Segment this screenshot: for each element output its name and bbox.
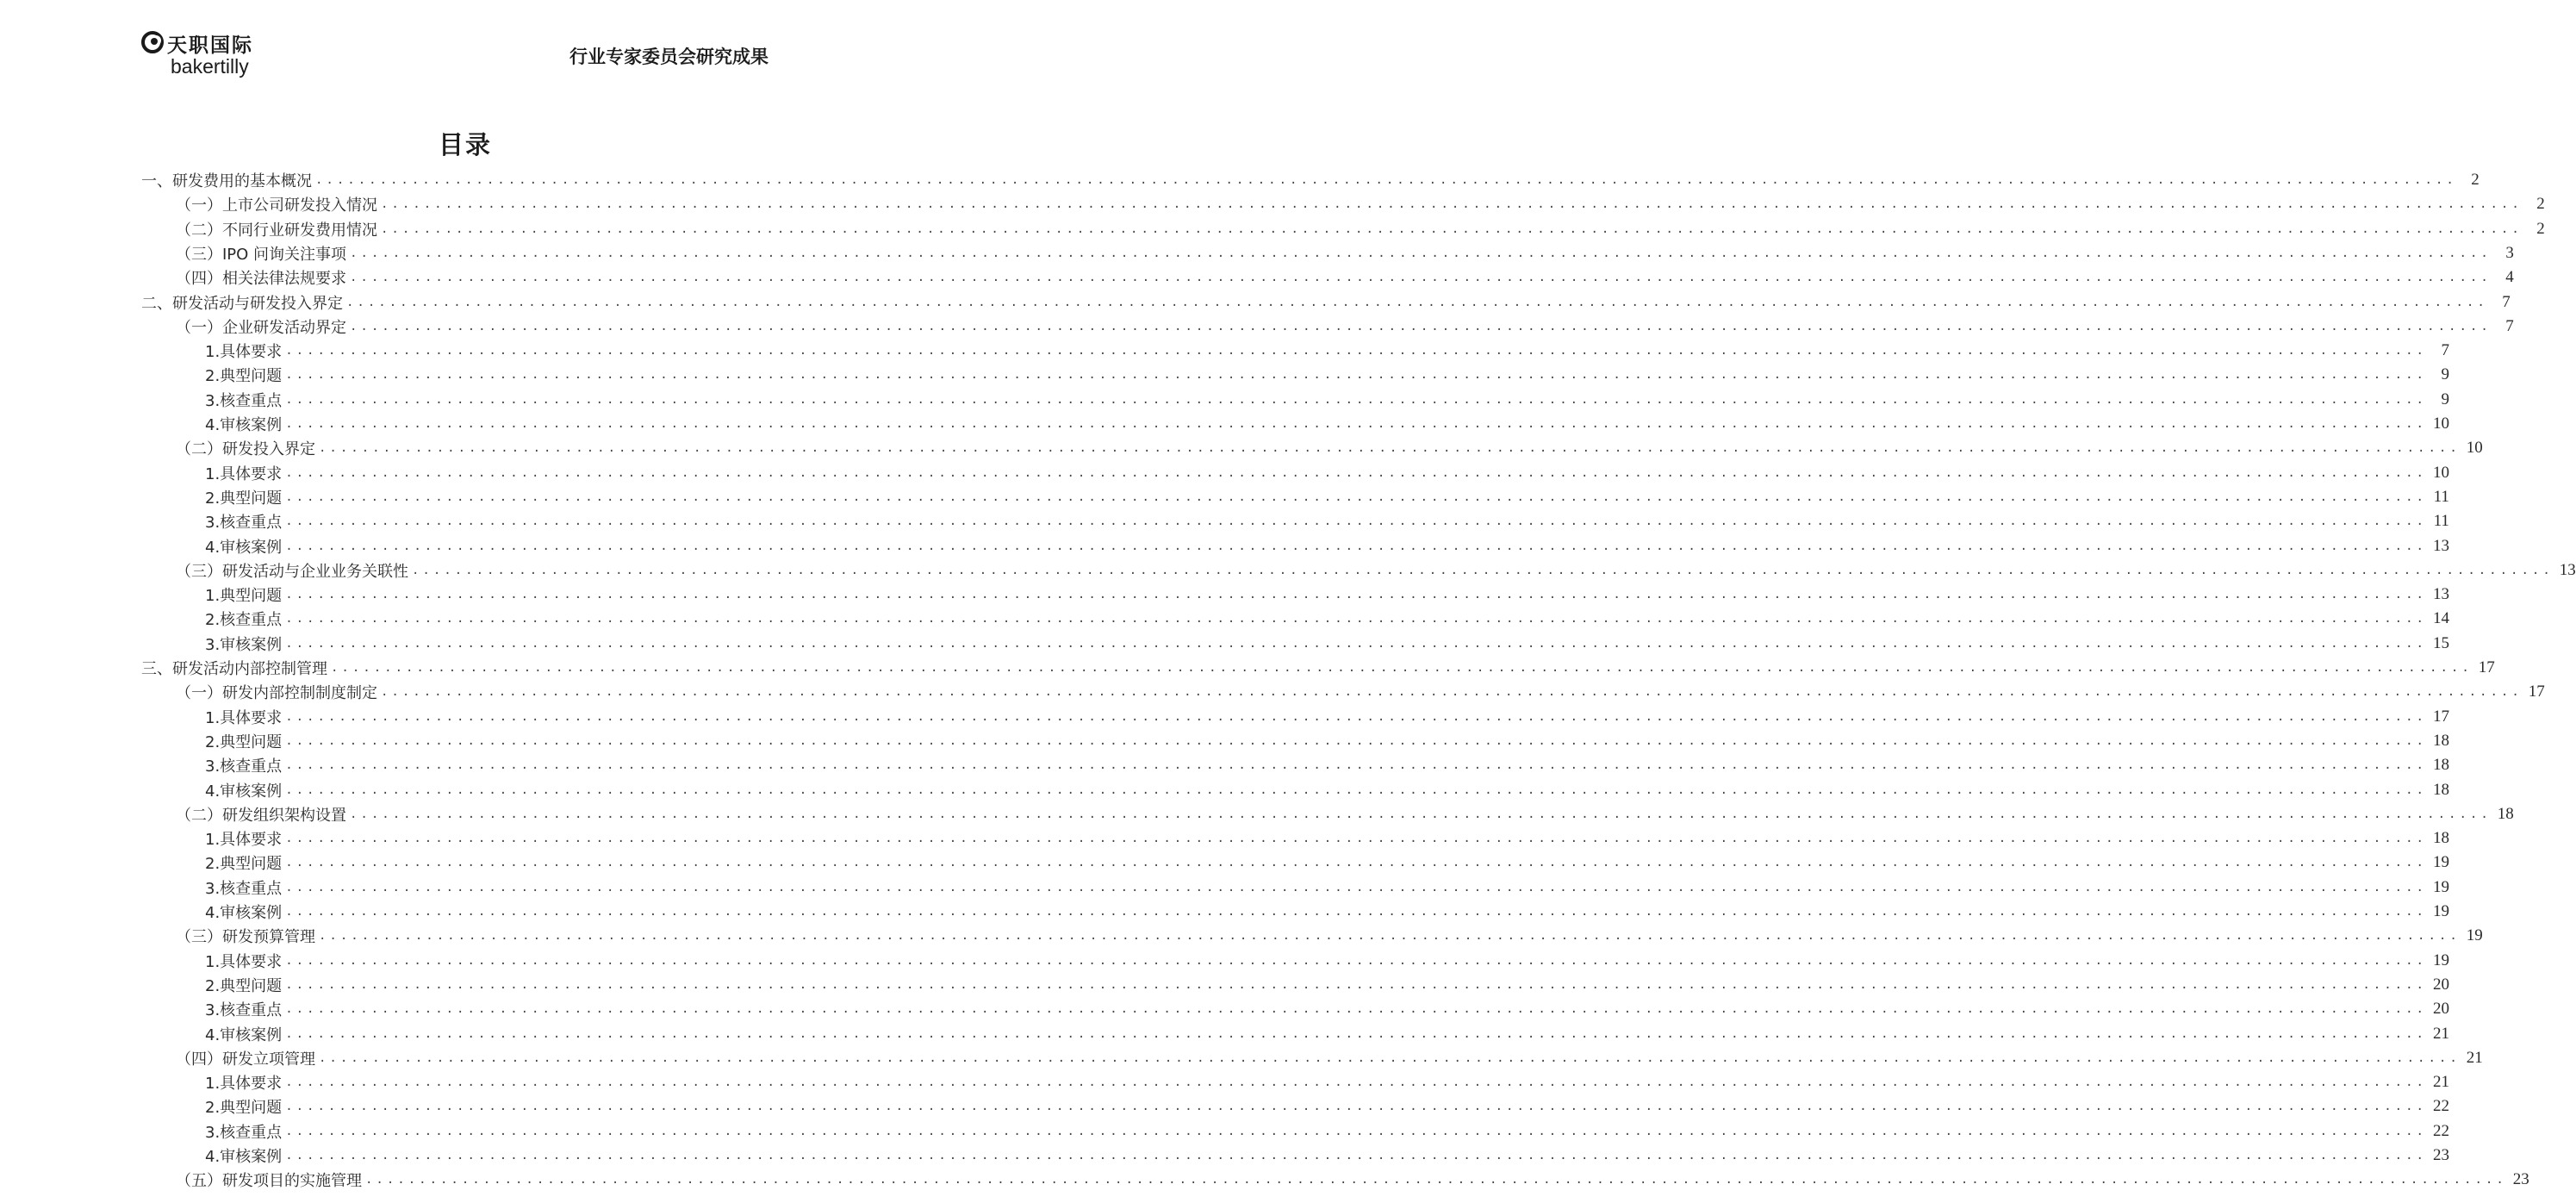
toc-entry[interactable] <box>205 1094 2449 1119</box>
toc-dot-leader: ........................................................................................................................................................................................................ <box>350 246 2492 260</box>
toc-entry[interactable] <box>176 1168 2529 1192</box>
toc-entry[interactable] <box>205 534 2449 558</box>
toc-entry[interactable] <box>176 924 2483 948</box>
toc-entry[interactable] <box>205 997 2449 1021</box>
toc-page-number: 7 <box>2441 341 2449 360</box>
logo-english-text: bakertilly <box>171 55 249 78</box>
toc-entry[interactable] <box>205 607 2449 631</box>
toc-dot-leader: ........................................................................................................................................................................................................ <box>285 514 2427 529</box>
toc-entry[interactable] <box>205 973 2449 997</box>
toc-dot-leader: ........................................................................................................................................................................................................ <box>331 661 2473 675</box>
toc-entry[interactable] <box>176 217 2545 241</box>
toc-entry[interactable] <box>176 558 2576 583</box>
toc-dot-leader: ........................................................................................................................................................................................................ <box>285 489 2427 504</box>
toc-dot-leader: ........................................................................................................................................................................................................ <box>381 221 2523 236</box>
toc-dot-leader: ........................................................................................................................................................................................................ <box>285 880 2427 894</box>
toc-page-number: 18 <box>2432 829 2449 848</box>
toc-dot-leader: ........................................................................................................................................................................................................ <box>285 1149 2427 1162</box>
toc-page-number: 9 <box>2441 365 2449 384</box>
toc-entry[interactable] <box>205 1070 2449 1094</box>
toc-page-number: 23 <box>2512 1170 2529 1189</box>
toc-entry-title: 二、研发活动与研发投入界定 <box>141 294 343 313</box>
toc-page-number: 11 <box>2433 487 2449 506</box>
toc-entry[interactable] <box>205 851 2449 875</box>
toc-entry-title: 三、研发活动内部控制管理 <box>141 660 327 678</box>
toc-page-number: 23 <box>2432 1146 2449 1164</box>
toc-page-number: 13 <box>2432 585 2449 604</box>
toc-entry[interactable] <box>176 1046 2483 1070</box>
toc-entry[interactable] <box>141 290 2511 315</box>
toc-entry-title: 4.审核案例 <box>205 1148 283 1166</box>
toc-entry-title: 3.核查重点 <box>205 1001 283 1020</box>
toc-dot-leader: ........................................................................................................................................................................................................ <box>285 905 2427 919</box>
toc-entry[interactable] <box>205 1144 2449 1168</box>
toc-entry-title: 3.核查重点 <box>205 391 283 410</box>
toc-entry-title: （三）IPO 问询关注事项 <box>176 245 347 264</box>
toc-page-number: 4 <box>2505 268 2514 287</box>
toc-dot-leader: ........................................................................................................................................................................................................ <box>285 758 2427 773</box>
toc-dot-leader: ........................................................................................................................................................................................................ <box>285 832 2427 846</box>
toc-dot-leader: ........................................................................................................................................................................................................ <box>350 271 2492 285</box>
toc-entry[interactable] <box>205 1022 2449 1046</box>
toc-entry[interactable] <box>205 509 2449 533</box>
toc-entry[interactable] <box>205 485 2449 509</box>
toc-dot-leader: ........................................................................................................................................................................................................ <box>319 441 2461 456</box>
toc-dot-leader: ........................................................................................................................................................................................................ <box>285 636 2427 651</box>
toc-entry-title: 3.核查重点 <box>205 514 283 533</box>
toc-page-number: 17 <box>2528 683 2545 701</box>
toc-entry-title: （一）上市公司研发投入情况 <box>176 196 377 215</box>
toc-dot-leader: ........................................................................................................................................................................................................ <box>319 1050 2461 1065</box>
toc-dot-leader: ........................................................................................................................................................................................................ <box>285 1075 2427 1090</box>
toc-entry-title: 2.核查重点 <box>205 611 283 630</box>
toc-dot-leader: ........................................................................................................................................................................................................ <box>319 929 2461 944</box>
toc-entry-title: 3.核查重点 <box>205 879 283 898</box>
toc-dot-leader: ........................................................................................................................................................................................................ <box>285 782 2427 797</box>
toc-entry-title: 1.具体要求 <box>205 343 283 362</box>
toc-entry[interactable] <box>205 412 2449 436</box>
toc-entry-title: 1.具体要求 <box>205 464 283 483</box>
toc-page-number: 22 <box>2432 1121 2449 1140</box>
toc-entry[interactable] <box>205 778 2449 802</box>
toc-page-number: 21 <box>2466 1048 2483 1067</box>
toc-entry[interactable] <box>205 826 2449 851</box>
toc-entry-title: 3.审核案例 <box>205 635 283 654</box>
toc-dot-leader: ........................................................................................................................................................................................................ <box>285 344 2427 358</box>
toc-entry-title: （一）企业研发活动界定 <box>176 318 346 337</box>
toc-dot-leader: ........................................................................................................................................................................................................ <box>285 709 2427 724</box>
toc-page-number: 2 <box>2471 171 2480 189</box>
toc-entry[interactable] <box>141 656 2495 680</box>
toc-page-number: 21 <box>2432 1073 2449 1092</box>
toc-page-number: 18 <box>2432 780 2449 799</box>
toc-entry[interactable] <box>176 192 2545 216</box>
toc-page-number: 19 <box>2432 853 2449 872</box>
toc-entry[interactable] <box>205 1119 2449 1144</box>
toc-entry[interactable] <box>141 168 2480 192</box>
toc-entry-title: 1.具体要求 <box>205 831 283 850</box>
toc-dot-leader: ........................................................................................................................................................................................................ <box>285 1002 2427 1017</box>
toc-entry[interactable] <box>205 363 2449 387</box>
toc-dot-leader: ........................................................................................................................................................................................................ <box>381 685 2523 700</box>
toc-page-number: 11 <box>2433 512 2449 531</box>
page-header <box>0 0 930 95</box>
toc-entry-title: 3.核查重点 <box>205 1123 283 1142</box>
toc-entry-title: 4.审核案例 <box>205 782 283 801</box>
toc-entry-title: 2.典型问题 <box>205 367 283 386</box>
toc-entry[interactable] <box>205 729 2449 753</box>
toc-dot-leader: ........................................................................................................................................................................................................ <box>365 1173 2507 1187</box>
toc-dot-leader: ........................................................................................................................................................................................................ <box>285 1124 2427 1138</box>
toc-entry-title: 1.典型问题 <box>205 587 283 606</box>
toc-page-number: 20 <box>2432 1000 2449 1019</box>
toc-dot-leader: ........................................................................................................................................................................................................ <box>285 856 2427 870</box>
toc-entry-title: 1.具体要求 <box>205 708 283 727</box>
toc-page-number: 2 <box>2536 219 2545 238</box>
toc-page-number: 10 <box>2466 439 2483 458</box>
toc-page-number: 3 <box>2505 243 2514 262</box>
toc-page-number: 18 <box>2432 756 2449 775</box>
toc-entry-title: 2.典型问题 <box>205 732 283 751</box>
toc-entry[interactable] <box>176 241 2514 265</box>
toc-page-number: 13 <box>2559 560 2576 579</box>
toc-dot-leader: ........................................................................................................................................................................................................ <box>346 295 2488 309</box>
toc-entry[interactable] <box>205 339 2449 363</box>
toc-dot-leader: ........................................................................................................................................................................................................ <box>285 368 2427 383</box>
toc-page-number: 17 <box>2432 707 2449 726</box>
toc-entry[interactable] <box>205 753 2449 777</box>
toc-entry-title: 2.典型问题 <box>205 976 283 995</box>
toc-dot-leader: ........................................................................................................................................................................................................ <box>285 953 2427 968</box>
toc-entry[interactable] <box>176 436 2483 460</box>
toc-dot-leader: ........................................................................................................................................................................................................ <box>315 173 2457 187</box>
toc-entry-title: 2.典型问题 <box>205 1099 283 1118</box>
toc-entry[interactable] <box>205 632 2449 656</box>
toc-dot-leader: ........................................................................................................................................................................................................ <box>285 1026 2427 1041</box>
toc-entry-title: （三）研发活动与企业业务关联性 <box>176 562 408 581</box>
toc-entry-title: 1.具体要求 <box>205 952 283 971</box>
toc-page-number: 9 <box>2441 390 2449 408</box>
toc-dot-leader: ........................................................................................................................................................................................................ <box>285 612 2427 626</box>
toc-page-number: 7 <box>2502 292 2511 311</box>
toc-entry-title: （四）研发立项管理 <box>176 1050 315 1069</box>
toc-entry-title: 2.典型问题 <box>205 489 283 508</box>
toc-entry-title: 4.审核案例 <box>205 904 283 922</box>
toc-page-number: 18 <box>2432 731 2449 750</box>
toc-entry-title: 4.审核案例 <box>205 538 283 557</box>
toc-entry[interactable] <box>205 876 2449 900</box>
company-logo <box>141 29 271 81</box>
toc-entry-title: 1.具体要求 <box>205 1075 283 1094</box>
toc-page-number: 19 <box>2432 951 2449 969</box>
toc-entry[interactable] <box>205 949 2449 973</box>
toc-page-number: 21 <box>2432 1024 2449 1043</box>
toc-entry-title: （二）研发组织架构设置 <box>176 806 346 825</box>
logo-chinese-text: 天职国际 <box>167 34 253 57</box>
toc-page-number: 19 <box>2432 877 2449 896</box>
toc-entry-title: （四）相关法律法规要求 <box>176 270 346 289</box>
toc-dot-leader: ........................................................................................................................................................................................................ <box>285 392 2427 407</box>
toc-page-number: 22 <box>2432 1097 2449 1116</box>
toc-dot-leader: ........................................................................................................................................................................................................ <box>285 588 2427 602</box>
toc-dot-leader: ........................................................................................................................................................................................................ <box>350 807 2492 821</box>
toc-entry[interactable] <box>176 680 2545 704</box>
toc-dot-leader: ........................................................................................................................................................................................................ <box>381 197 2523 212</box>
toc-dot-leader: ........................................................................................................................................................................................................ <box>285 417 2427 431</box>
toc-page-number: 2 <box>2536 195 2545 214</box>
toc-entry[interactable] <box>176 265 2514 290</box>
toc-page-number: 19 <box>2432 902 2449 920</box>
toc-page-number: 10 <box>2432 463 2449 482</box>
toc-entry[interactable] <box>205 900 2449 924</box>
toc-page-number: 19 <box>2466 926 2483 945</box>
logo-swirl-icon <box>141 31 164 53</box>
toc-entry[interactable] <box>176 315 2514 339</box>
toc-entry-title: 一、研发费用的基本概况 <box>141 172 312 190</box>
toc-dot-leader: ........................................................................................................................................................................................................ <box>285 1100 2427 1114</box>
toc-entry-title: 3.核查重点 <box>205 757 283 776</box>
toc-page-number: 20 <box>2432 975 2449 994</box>
toc-page-number: 18 <box>2497 804 2514 823</box>
toc-page-number: 17 <box>2478 658 2495 676</box>
toc-entry[interactable] <box>176 802 2514 826</box>
toc-entry-title: （五）研发项目的实施管理 <box>176 1172 362 1191</box>
header-title: 行业专家委员会研究成果 <box>569 47 768 67</box>
toc-dot-leader: ........................................................................................................................................................................................................ <box>285 539 2427 553</box>
toc-dot-leader: ........................................................................................................................................................................................................ <box>412 563 2554 577</box>
toc-entry-title: 2.典型问题 <box>205 855 283 874</box>
toc-entry[interactable] <box>205 388 2449 412</box>
toc-entry[interactable] <box>205 705 2449 729</box>
toc-dot-leader: ........................................................................................................................................................................................................ <box>350 319 2492 333</box>
toc-title: 目录 <box>438 130 492 159</box>
toc-dot-leader: ........................................................................................................................................................................................................ <box>285 733 2427 748</box>
toc-entry-title: 4.审核案例 <box>205 1025 283 1044</box>
toc-entry-title: （二）研发投入界定 <box>176 440 315 459</box>
toc-page-number: 7 <box>2505 316 2514 335</box>
toc-page-number: 13 <box>2432 536 2449 555</box>
toc-entry-title: （一）研发内部控制制度制定 <box>176 684 377 703</box>
toc-entry[interactable] <box>205 461 2449 485</box>
toc-page-number: 15 <box>2432 633 2449 652</box>
toc-entry[interactable] <box>205 583 2449 607</box>
toc-dot-leader: ........................................................................................................................................................................................................ <box>285 977 2427 992</box>
toc-page-number: 10 <box>2432 415 2449 433</box>
toc-entry-title: （二）不同行业研发费用情况 <box>176 221 377 240</box>
toc-entry-title: 4.审核案例 <box>205 416 283 434</box>
toc-page-number: 14 <box>2432 609 2449 628</box>
toc-entry-title: （三）研发预算管理 <box>176 928 315 947</box>
toc-dot-leader: ........................................................................................................................................................................................................ <box>285 465 2427 480</box>
